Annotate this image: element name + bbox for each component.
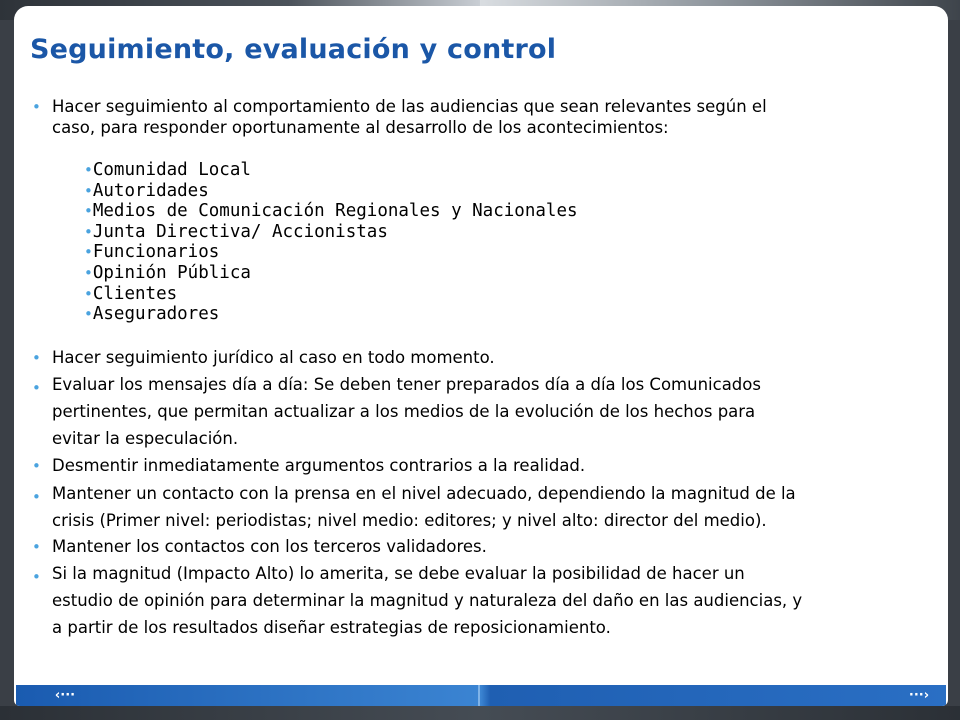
audience-label: Junta Directiva/ Accionistas	[92, 221, 388, 242]
bullet-dot-icon: •	[84, 181, 93, 200]
action-bullet	[30, 560, 802, 641]
footer-divider	[478, 685, 480, 706]
bullet-dot-icon: •	[32, 568, 41, 586]
bullet-line: Desmentir inmediatamente argumentos contrarios a la realidad.	[52, 456, 586, 475]
audience-item	[84, 284, 177, 305]
bullet-dot-icon: •	[84, 243, 93, 262]
bullet-line: Mantener los contactos con los terceros validadores.	[52, 537, 487, 556]
bullet-dot-icon: •	[32, 538, 41, 556]
audience-label: Opinión Pública	[92, 263, 251, 283]
intro-line: Hacer seguimiento al comportamiento de las audiencias que sean relevantes según el	[52, 97, 767, 116]
bullet-dot-icon: •	[84, 305, 93, 324]
bullet-dot-icon: •	[84, 264, 93, 282]
bullet-dot-icon: •	[84, 222, 93, 241]
bullet-dot-icon: •	[32, 379, 41, 397]
bullet-line: evitar la especulación.	[52, 429, 239, 448]
window-frame-bottom	[0, 706, 960, 720]
footer-nav-bar	[16, 685, 946, 706]
bullet-line: Evaluar los mensajes día a día: Se deben tener preparados día a día los Comunicados	[52, 375, 761, 394]
intro-bullet	[30, 96, 767, 138]
audience-label: Medios de Comunicación Regionales y Nacionales	[92, 201, 578, 222]
slide-title: Seguimiento, evaluación y control	[30, 34, 557, 65]
audience-item	[84, 181, 209, 202]
bullet-line: Hacer seguimiento jurídico al caso en todo momento.	[52, 348, 495, 367]
action-bullet	[30, 536, 487, 557]
bullet-dot-icon: •	[32, 457, 41, 475]
audience-label: Clientes	[92, 283, 178, 304]
bullet-line: a partir de los resultados diseñar estrategias de reposicionamiento.	[52, 618, 611, 637]
bullet-dot-icon: •	[32, 349, 41, 367]
audience-item	[84, 304, 219, 325]
bullet-dot-icon: •	[32, 488, 41, 506]
audience-item	[84, 160, 251, 181]
bullet-dot-icon: •	[84, 161, 93, 179]
audience-label: Funcionarios	[92, 242, 220, 263]
bullet-line: Mantener un contacto con la prensa en el nivel adecuado, dependiendo la magnitud de la	[52, 484, 796, 503]
audience-item	[84, 201, 578, 222]
bullet-line: crisis (Primer nivel: periodistas; nivel medio: editores; y nivel alto: director del medio).	[52, 511, 767, 530]
bullet-line: Si la magnitud (Impacto Alto) lo amerita, se debe evaluar la posibilidad de hacer un	[52, 564, 745, 583]
bullet-dot-icon: •	[32, 98, 41, 116]
slide	[14, 6, 948, 706]
intro-line: caso, para responder oportunamente al desarrollo de los acontecimientos:	[52, 118, 669, 137]
bullet-dot-icon: •	[84, 202, 93, 221]
action-bullet	[30, 347, 495, 368]
audience-item	[84, 263, 251, 284]
action-bullet	[30, 455, 585, 476]
audience-item	[84, 222, 388, 243]
bullet-line: estudio de opinión para determinar la magnitud y naturaleza del daño en las audiencias, y	[52, 591, 803, 610]
audience-label: Aseguradores	[92, 304, 220, 325]
action-bullet	[30, 371, 761, 452]
audience-item	[84, 242, 219, 263]
action-bullet	[30, 480, 796, 534]
next-slide-button[interactable]: ···›	[908, 688, 930, 703]
prev-slide-button[interactable]: ‹···	[54, 688, 76, 703]
audience-label: Autoridades	[92, 180, 209, 201]
bullet-dot-icon: •	[84, 284, 93, 303]
audience-label: Comunidad Local	[92, 160, 251, 180]
bullet-line: pertinentes, que permitan actualizar a los medios de la evolución de los hechos para	[52, 402, 756, 421]
